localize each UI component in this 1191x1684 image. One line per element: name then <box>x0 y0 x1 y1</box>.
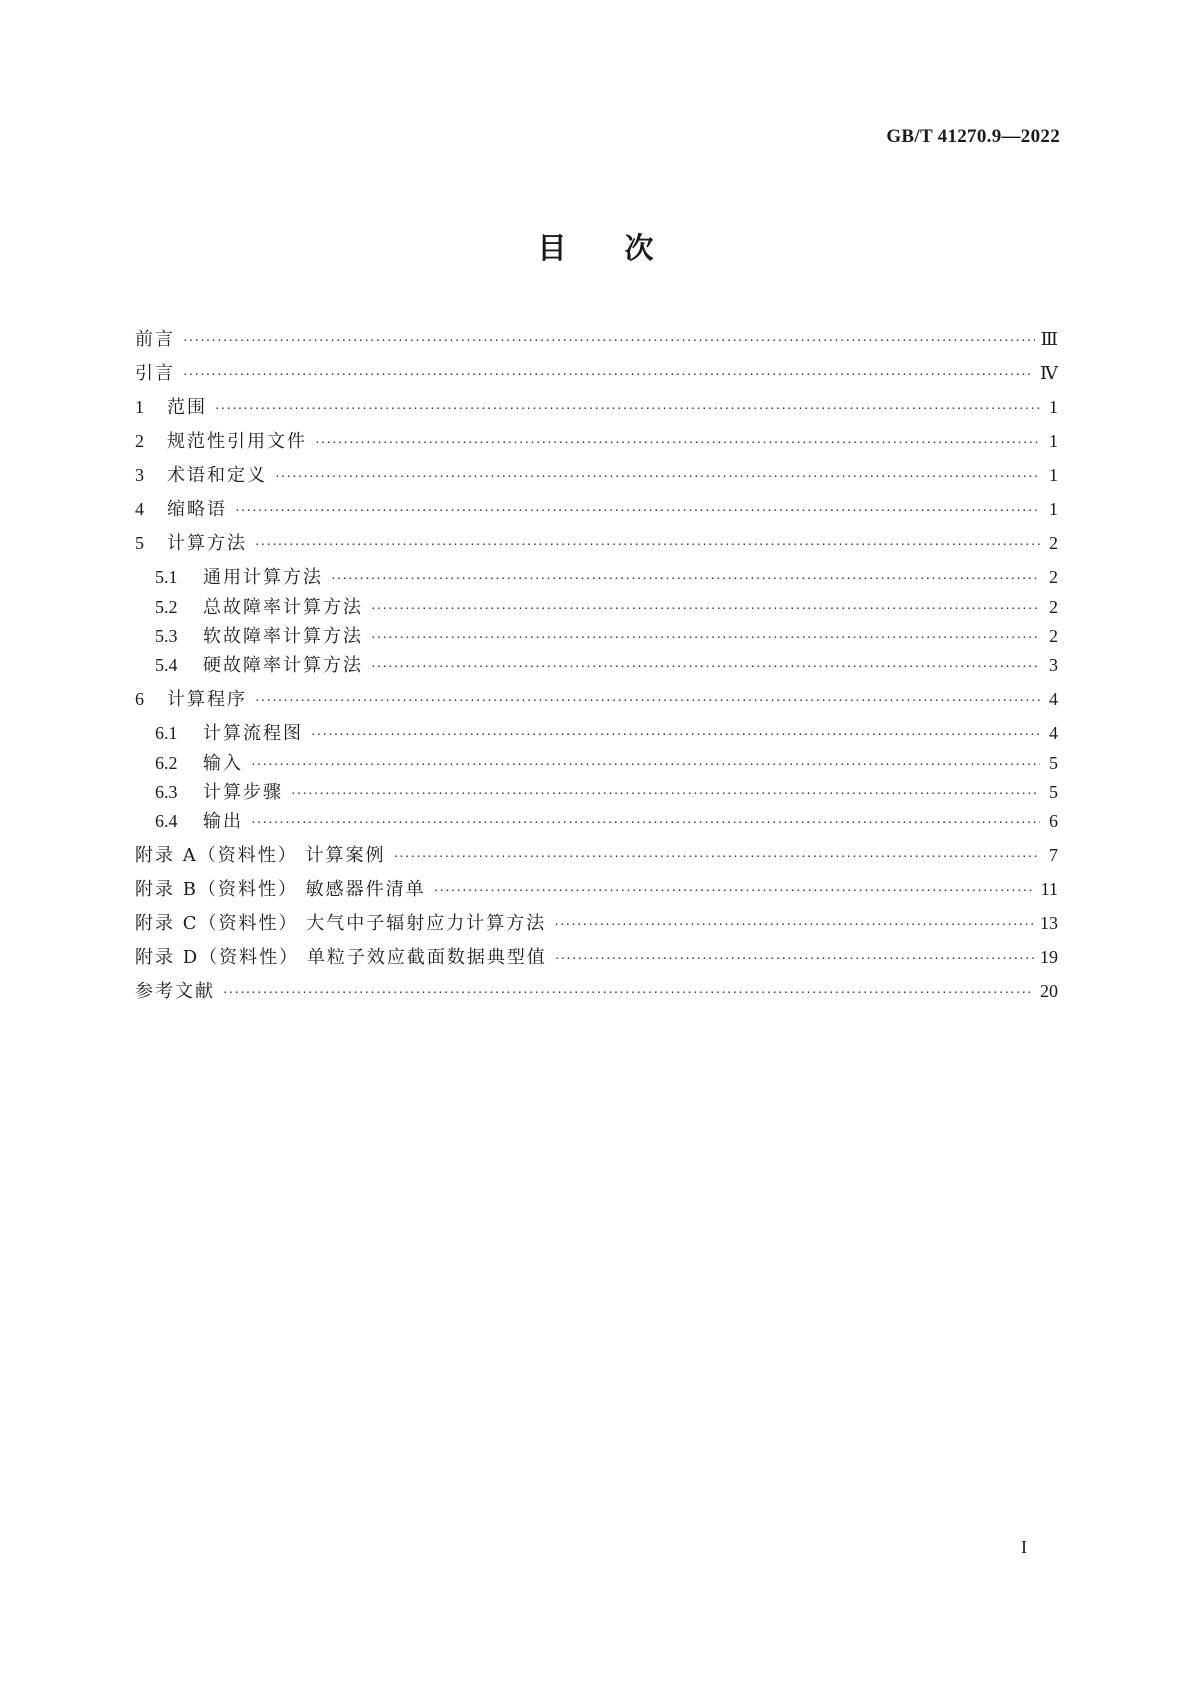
toc-entry[interactable] <box>135 462 1058 488</box>
toc-entry-label: 规范性引用文件 <box>167 431 307 452</box>
toc-entry[interactable] <box>155 564 1058 590</box>
toc-entry-label: 输入 <box>203 753 243 774</box>
toc-entry-label: 计算方法 <box>167 533 247 554</box>
toc-entry-page: 3 <box>1049 655 1058 675</box>
toc-entry-label: 引言 <box>135 363 175 384</box>
toc-leader-dots <box>235 499 1040 525</box>
toc-entry-label: 前言 <box>135 329 175 350</box>
toc-entry-number: 6.1 <box>155 723 178 743</box>
toc-entry-page: 1 <box>1049 431 1058 451</box>
toc-leader-dots <box>371 597 1040 623</box>
toc-leader-dots <box>393 845 1040 871</box>
toc-entry-page: 20 <box>1040 981 1058 1001</box>
toc-entry-number: 3 <box>135 465 144 485</box>
toc-entry[interactable] <box>135 360 1058 386</box>
toc-entry-number: 6.3 <box>155 782 178 802</box>
toc-entry-number: 2 <box>135 431 144 451</box>
toc-entry-page: 19 <box>1040 947 1058 967</box>
toc-entry-page: Ⅳ <box>1040 363 1058 383</box>
toc-entry-page: 7 <box>1049 845 1058 865</box>
toc-entry-number: 5 <box>135 533 144 553</box>
toc-leader-dots <box>275 465 1040 491</box>
toc-leader-dots <box>371 626 1040 652</box>
toc-leader-dots <box>554 913 1034 939</box>
toc-entry-page: Ⅲ <box>1040 329 1058 349</box>
toc-entry[interactable] <box>135 428 1058 454</box>
toc-leader-dots <box>434 879 1035 905</box>
toc-entry-page: 1 <box>1049 465 1058 485</box>
toc-entry[interactable] <box>135 530 1058 556</box>
toc-entry[interactable] <box>155 720 1058 746</box>
toc-entry-label: 缩略语 <box>167 499 227 520</box>
toc-entry-number: 5.1 <box>155 567 178 587</box>
toc-entry[interactable] <box>155 779 1058 805</box>
toc-entry-page: 5 <box>1049 753 1058 773</box>
toc-entry-label: 附录 B（资料性） 敏感器件清单 <box>135 879 426 900</box>
toc-entry-page: 2 <box>1049 533 1058 553</box>
toc-entry[interactable] <box>155 594 1058 620</box>
toc-entry-label: 计算步骤 <box>203 782 283 803</box>
toc-entry-label: 总故障率计算方法 <box>203 597 363 618</box>
toc-leader-dots <box>183 329 1035 355</box>
toc-entry-label: 附录 C（资料性） 大气中子辐射应力计算方法 <box>135 913 547 934</box>
toc-entry-number: 6.2 <box>155 753 178 773</box>
toc-leader-dots <box>255 533 1040 559</box>
toc-leader-dots <box>215 397 1040 423</box>
toc-entry-label: 输出 <box>203 811 243 832</box>
toc-entry[interactable] <box>155 623 1058 649</box>
toc-entry[interactable] <box>135 910 1058 936</box>
toc-entry-page: 2 <box>1049 597 1058 617</box>
toc-leader-dots <box>331 567 1040 593</box>
toc-leader-dots <box>223 981 1034 1007</box>
toc-entry-number: 1 <box>135 397 144 417</box>
toc-entry-number: 6.4 <box>155 811 178 831</box>
toc-leader-dots <box>255 689 1040 715</box>
toc-entry-label: 参考文献 <box>135 981 215 1002</box>
toc-entry-page: 13 <box>1040 913 1058 933</box>
toc-entry-page: 1 <box>1049 397 1058 417</box>
standard-code: GB/T 41270.9—2022 <box>886 126 1060 147</box>
toc-leader-dots <box>555 947 1034 973</box>
toc-entry-number: 6 <box>135 689 144 709</box>
toc-entry-number: 4 <box>135 499 144 519</box>
toc-entry-label: 附录 D（资料性） 单粒子效应截面数据典型值 <box>135 947 547 968</box>
toc-leader-dots <box>371 655 1040 681</box>
toc-leader-dots <box>183 363 1034 389</box>
toc-entry[interactable] <box>155 652 1058 678</box>
toc-entry-label: 硬故障率计算方法 <box>203 655 363 676</box>
toc-entry[interactable] <box>135 394 1058 420</box>
toc-entry-page: 2 <box>1049 567 1058 587</box>
toc-entry-number: 5.2 <box>155 597 178 617</box>
toc-leader-dots <box>315 431 1040 457</box>
toc-entry[interactable] <box>135 496 1058 522</box>
toc-entry-page: 4 <box>1049 723 1058 743</box>
toc-entry-label: 通用计算方法 <box>203 567 323 588</box>
toc-entry-label: 范围 <box>167 397 207 418</box>
toc-leader-dots <box>311 723 1040 749</box>
toc-entry-page: 4 <box>1049 689 1058 709</box>
toc-entry-page: 6 <box>1049 811 1058 831</box>
toc-entry-number: 5.4 <box>155 655 178 675</box>
toc-entry-label: 计算程序 <box>167 689 247 710</box>
toc-entry-page: 11 <box>1040 879 1058 899</box>
toc-entry-page: 2 <box>1049 626 1058 646</box>
page-number: I <box>1021 1537 1027 1557</box>
toc-title: 目次 <box>537 231 712 265</box>
toc-entry[interactable] <box>135 326 1058 352</box>
toc-entry-label: 术语和定义 <box>167 465 267 486</box>
toc-entry-page: 1 <box>1049 499 1058 519</box>
toc-entry-page: 5 <box>1049 782 1058 802</box>
toc-entry[interactable] <box>135 876 1058 902</box>
toc-leader-dots <box>251 753 1040 779</box>
toc-entry[interactable] <box>155 808 1058 834</box>
toc-leader-dots <box>251 811 1040 837</box>
toc-entry[interactable] <box>135 842 1058 868</box>
toc-entry-label: 计算流程图 <box>203 723 303 744</box>
toc-entry-number: 5.3 <box>155 626 178 646</box>
toc-entry[interactable] <box>135 978 1058 1004</box>
toc-entry-label: 软故障率计算方法 <box>203 626 363 647</box>
toc-leader-dots <box>291 782 1040 808</box>
toc-entry-label: 附录 A（资料性） 计算案例 <box>135 845 386 866</box>
toc-entry[interactable] <box>155 750 1058 776</box>
toc-entry[interactable] <box>135 686 1058 712</box>
toc-entry[interactable] <box>135 944 1058 970</box>
